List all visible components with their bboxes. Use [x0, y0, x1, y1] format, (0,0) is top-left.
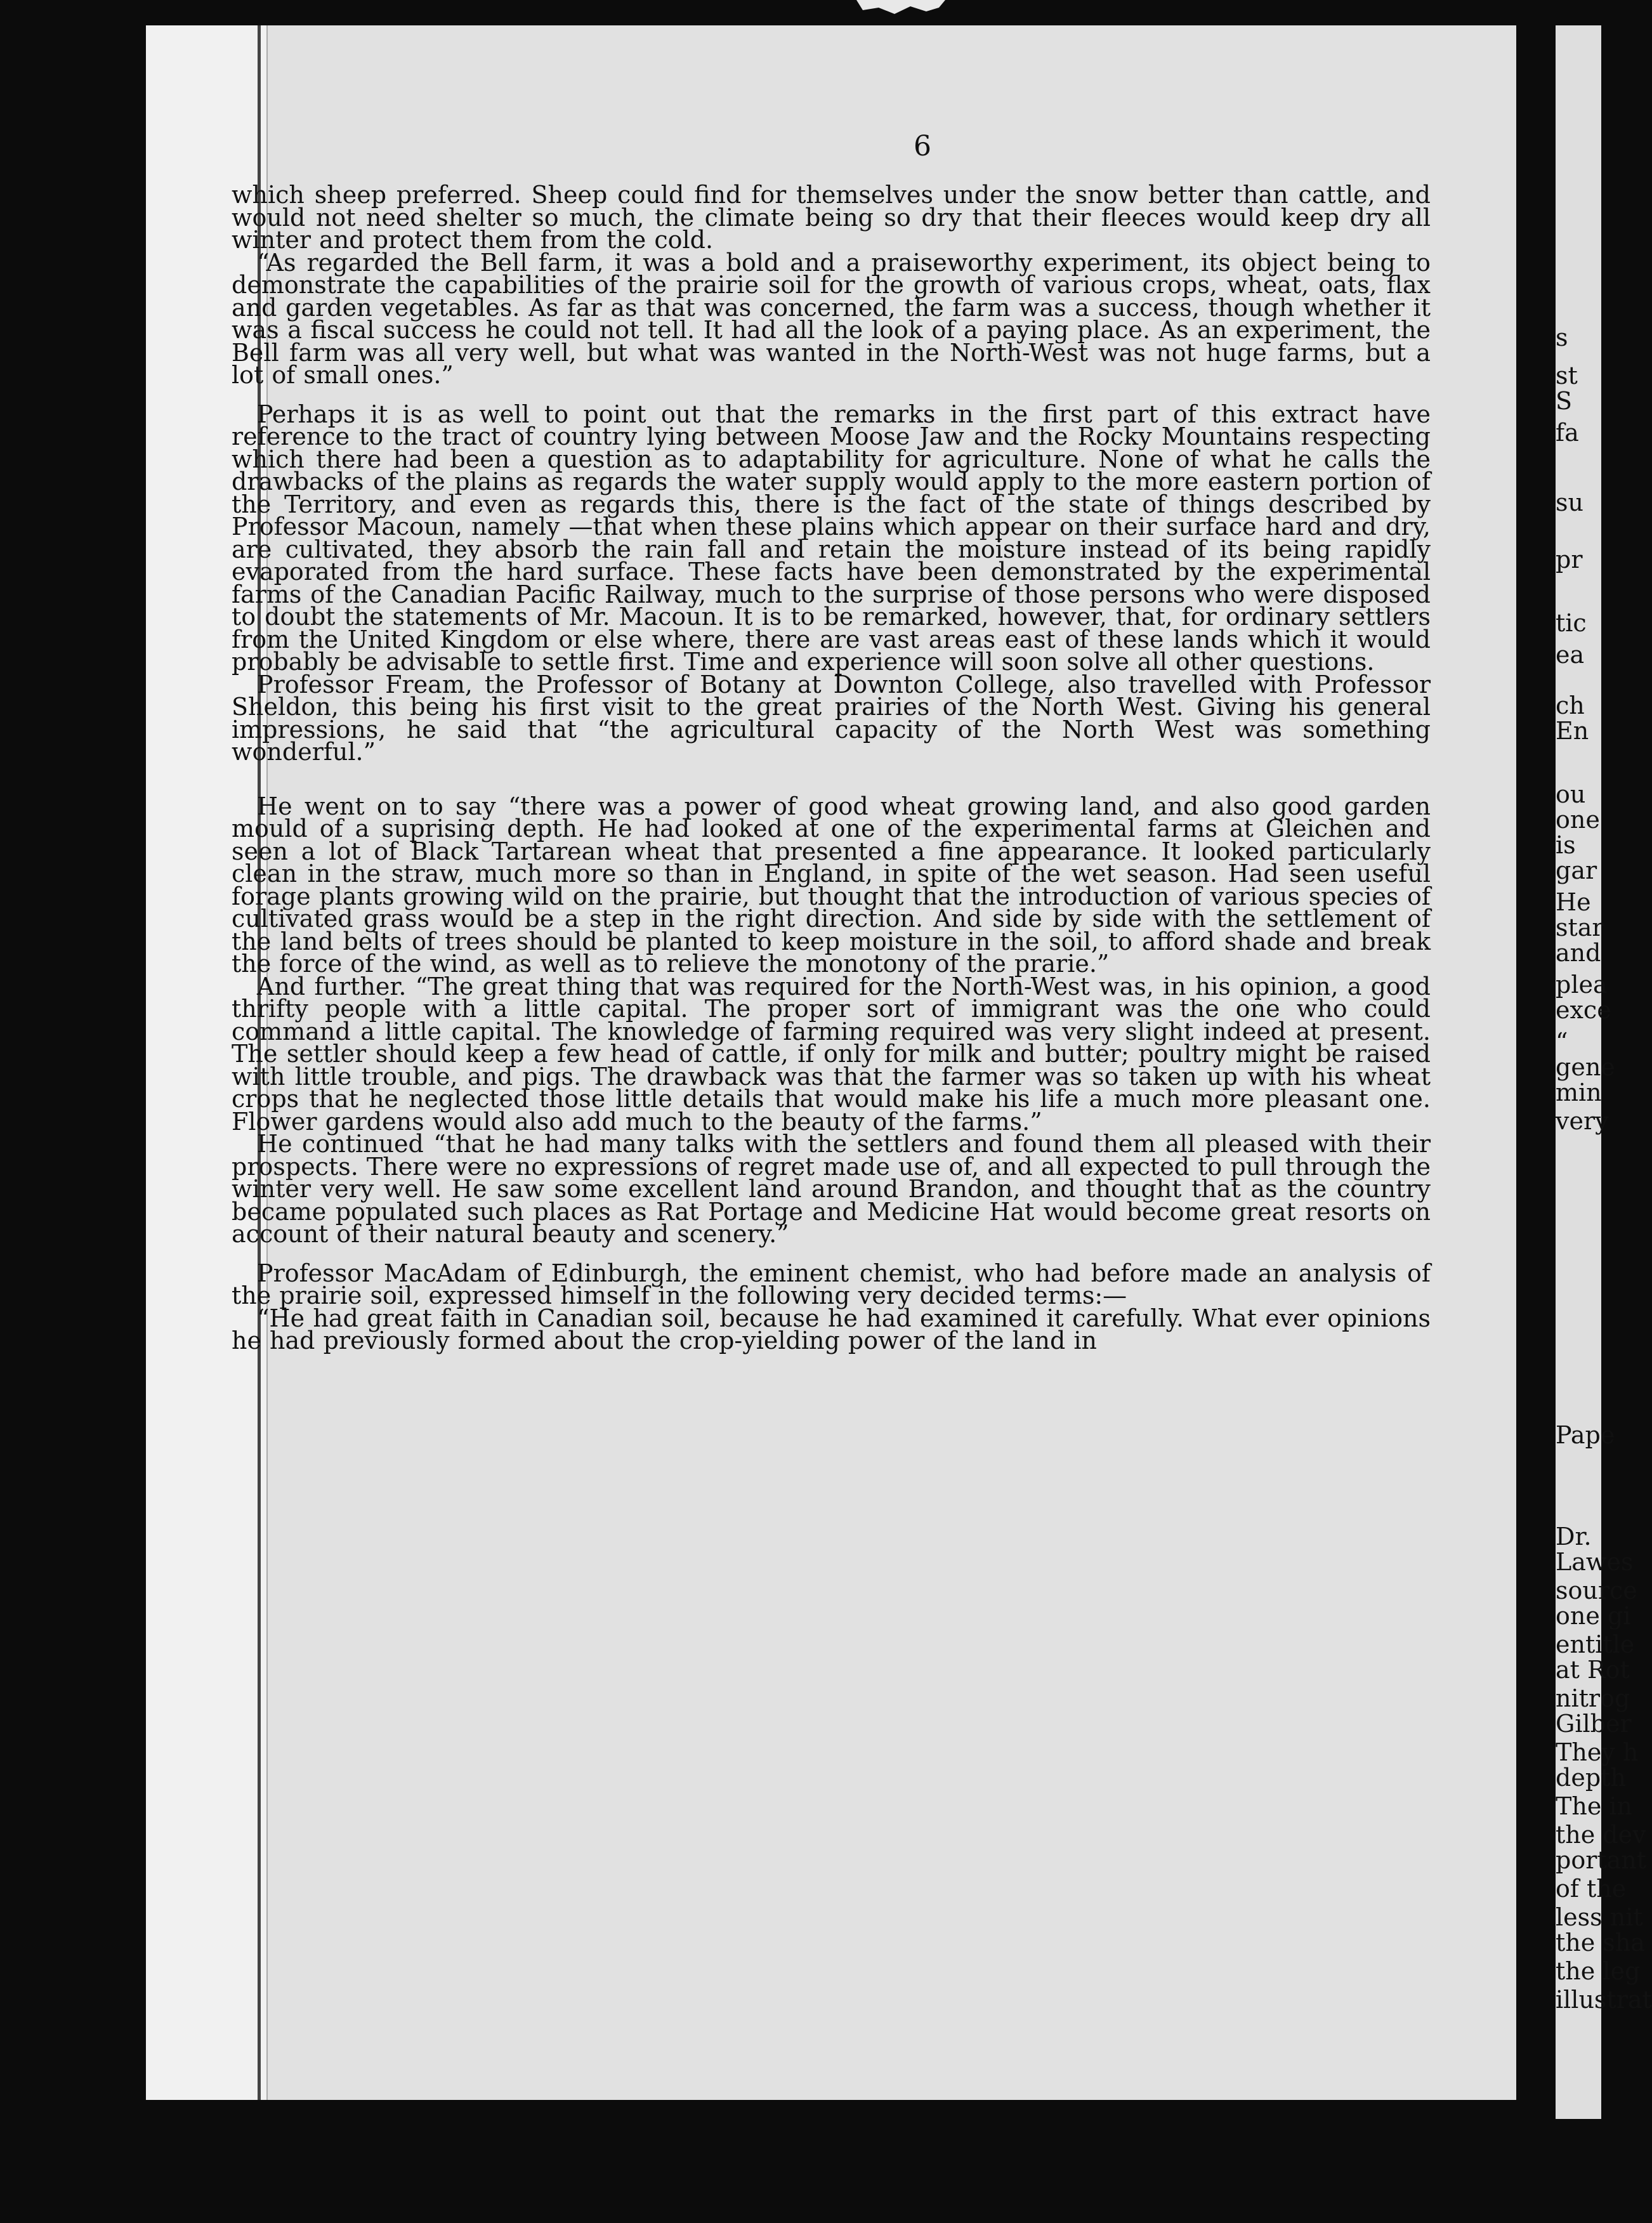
- facing-page-fragment: pr: [1556, 546, 1583, 574]
- facing-page-edge: [1556, 25, 1652, 2119]
- paragraph: Professor Fream, the Professor of Botany at Downton College, also travelled with Professor Sheldon, this being his first visit to the great prairies of the North West. Giving his general impressions, he said that “the agricultural capacity of the North West was something wonderful.”: [232, 670, 1431, 766]
- paragraph: Professor MacAdam of Edinburgh, the eminent chemist, who had before made an analysis of the prairie soil, expressed himself in the following very decided terms:—: [232, 1259, 1431, 1309]
- paragraph: Perhaps it is as well to point out that the remarks in the first part of this extract have reference to the tract of country lying between Moose Jaw and the Rocky Mountains respecting which there had been a question as to adaptability for agriculture. None of what he calls the drawbacks of the plains as regards the water supply would apply to the more eastern portion of the Territory, and even as regards this, there is the fact of the state of things described by Professor Macoun, namely —that when these plains which appear on their surface hard and dry, are cultivated, they absorb the rain fall and retain the moisture instead of its being rapidly evaporated from the hard surface. These facts have been demonstrated by the experimental farms of the Canadian Pacific Railway, much to the surprise of those persons who were disposed to doubt the statements of Mr. Macoun. It is to be remarked, however, that, for ordinary settlers from the United Kingdom or else where, there are vast areas east of these lands which it would probably be advisable to settle first. Time and experience will soon solve all other questions.: [232, 400, 1431, 676]
- facing-page-fragment: Dr.: [1556, 1523, 1592, 1551]
- facing-page-fragment: su: [1556, 489, 1583, 516]
- facing-page-fragment: ea: [1556, 641, 1585, 669]
- facing-page-fragment: the sha: [1556, 1929, 1645, 1957]
- facing-page-fragment: fa: [1556, 419, 1579, 447]
- facing-page-fragment: star: [1556, 914, 1604, 941]
- facing-page-fragment: one: [1556, 806, 1600, 834]
- facing-page-fragment: portant: [1556, 1846, 1647, 1874]
- paragraph: And further. “The great thing that was required for the North-West was, in his opinion, a good thrifty people with a little capital. The proper sort of immigrant was the one who could command a little capital. The knowledge of farming required was very slight indeed at present. The settler should keep a few head of cattle, if only for milk and butter; poultry might be raised with little trouble, and pigs. The drawback was that the farmer was so taken up with his wheat crops that he neglected those little details that would make his life a much more pleasant one. Flower gardens would also add much to the beauty of the farms.”: [232, 972, 1431, 1136]
- facing-page-fragment: gar: [1556, 856, 1597, 884]
- facing-page-fragment: very: [1556, 1107, 1609, 1135]
- facing-page-fragment: is: [1556, 831, 1576, 859]
- facing-page-fragment: min: [1556, 1079, 1602, 1106]
- paragraph: He continued “that he had many talks with the settlers and found them all pleased with their prospects. There were no expressions of regret made use of, and all expected to pull through the winter very well. He saw some excellent land around Brandon, and thought that as the country became populated such places as Rat Portage and Medicine Hat would become great resorts on account of their natural beauty and scenery.”: [232, 1130, 1431, 1248]
- facing-page-fragment: st: [1556, 362, 1578, 390]
- facing-page-fragment: nitrog: [1556, 1684, 1630, 1712]
- facing-page-fragment: the leg: [1556, 1957, 1641, 1985]
- scan-artifact: [850, 0, 952, 19]
- facing-page-fragment: The in: [1556, 1792, 1633, 1820]
- facing-page-fragment: They h: [1556, 1738, 1639, 1766]
- facing-page-fragment: exce: [1556, 996, 1611, 1024]
- paragraph: which sheep preferred. Sheep could find for themselves under the snow better than cattle, and would not need shelter so much, the climate being so dry that their fleeces would keep dry all winter and protect them from the cold.: [232, 181, 1431, 254]
- paragraph: “As regarded the Bell farm, it was a bold and a praiseworthy experiment, its object being to demonstrate the capabilities of the prairie soil for the growth of various crops, wheat, oats, flax and garden vegetables. As far as that was concerned, the farm was a success, though whether it was a fiscal success he could not tell. It had all the look of a paying place. As an experiment, the Bell farm was all very well, but what was wanted in the North-West was not huge farms, but a lot of small ones.”: [232, 248, 1431, 389]
- facing-page-fragment: plea: [1556, 971, 1608, 999]
- page-number: 6: [914, 130, 931, 162]
- facing-page-fragment: gene: [1556, 1053, 1615, 1081]
- facing-page-fragment: He: [1556, 888, 1591, 916]
- facing-page-fragment: source: [1556, 1577, 1637, 1604]
- facing-page-fragment: ou: [1556, 780, 1586, 808]
- facing-page-fragment: ch: [1556, 692, 1585, 719]
- facing-page-fragment: “: [1556, 1028, 1568, 1056]
- facing-page-fragment: Pape: [1556, 1421, 1615, 1449]
- facing-page-fragment: the dev: [1556, 1821, 1646, 1849]
- article-text: [232, 181, 1431, 1354]
- facing-page-fragment: s: [1556, 324, 1568, 351]
- facing-page-fragment: less nit: [1556, 1903, 1643, 1931]
- facing-page-fragment: one gi: [1556, 1602, 1631, 1630]
- facing-page-fragment: S: [1556, 387, 1573, 415]
- facing-page-fragment: En: [1556, 717, 1589, 745]
- facing-page-fragment: at Rot: [1556, 1656, 1630, 1684]
- paragraph: “He had great faith in Canadian soil, because he had examined it carefully. What ever opinions he had previously formed about the crop-yielding power of the land in: [232, 1304, 1431, 1354]
- paragraph: He went on to say “there was a power of good wheat growing land, and also good garden mould of a suprising depth. He had looked at one of the experimental farms at Gleichen and seen a lot of Black Tartarean wheat that presented a fine appearance. It looked particularly clean in the straw, much more so than in England, in spite of the wet season. Had seen useful forage plants growing wild on the prairie, but thought that the introduction of various species of cultivated grass would be a step in the right direction. And side by side with the settlement of the land belts of trees should be planted to keep moisture in the soil, to afford shade and break the force of the wind, as well as to relieve the monotony of the prarie.”: [232, 792, 1431, 978]
- facing-page-fragment: and: [1556, 939, 1601, 967]
- facing-page-fragment: illustrat: [1556, 1986, 1652, 2014]
- facing-page-fragment: entitle: [1556, 1630, 1635, 1658]
- facing-page-fragment: depth: [1556, 1764, 1626, 1792]
- facing-page-fragment: of the: [1556, 1875, 1627, 1903]
- facing-page-fragment: Lawes: [1556, 1548, 1634, 1576]
- facing-page-fragment: tic: [1556, 609, 1587, 637]
- facing-page-fragment: Gilber: [1556, 1710, 1632, 1738]
